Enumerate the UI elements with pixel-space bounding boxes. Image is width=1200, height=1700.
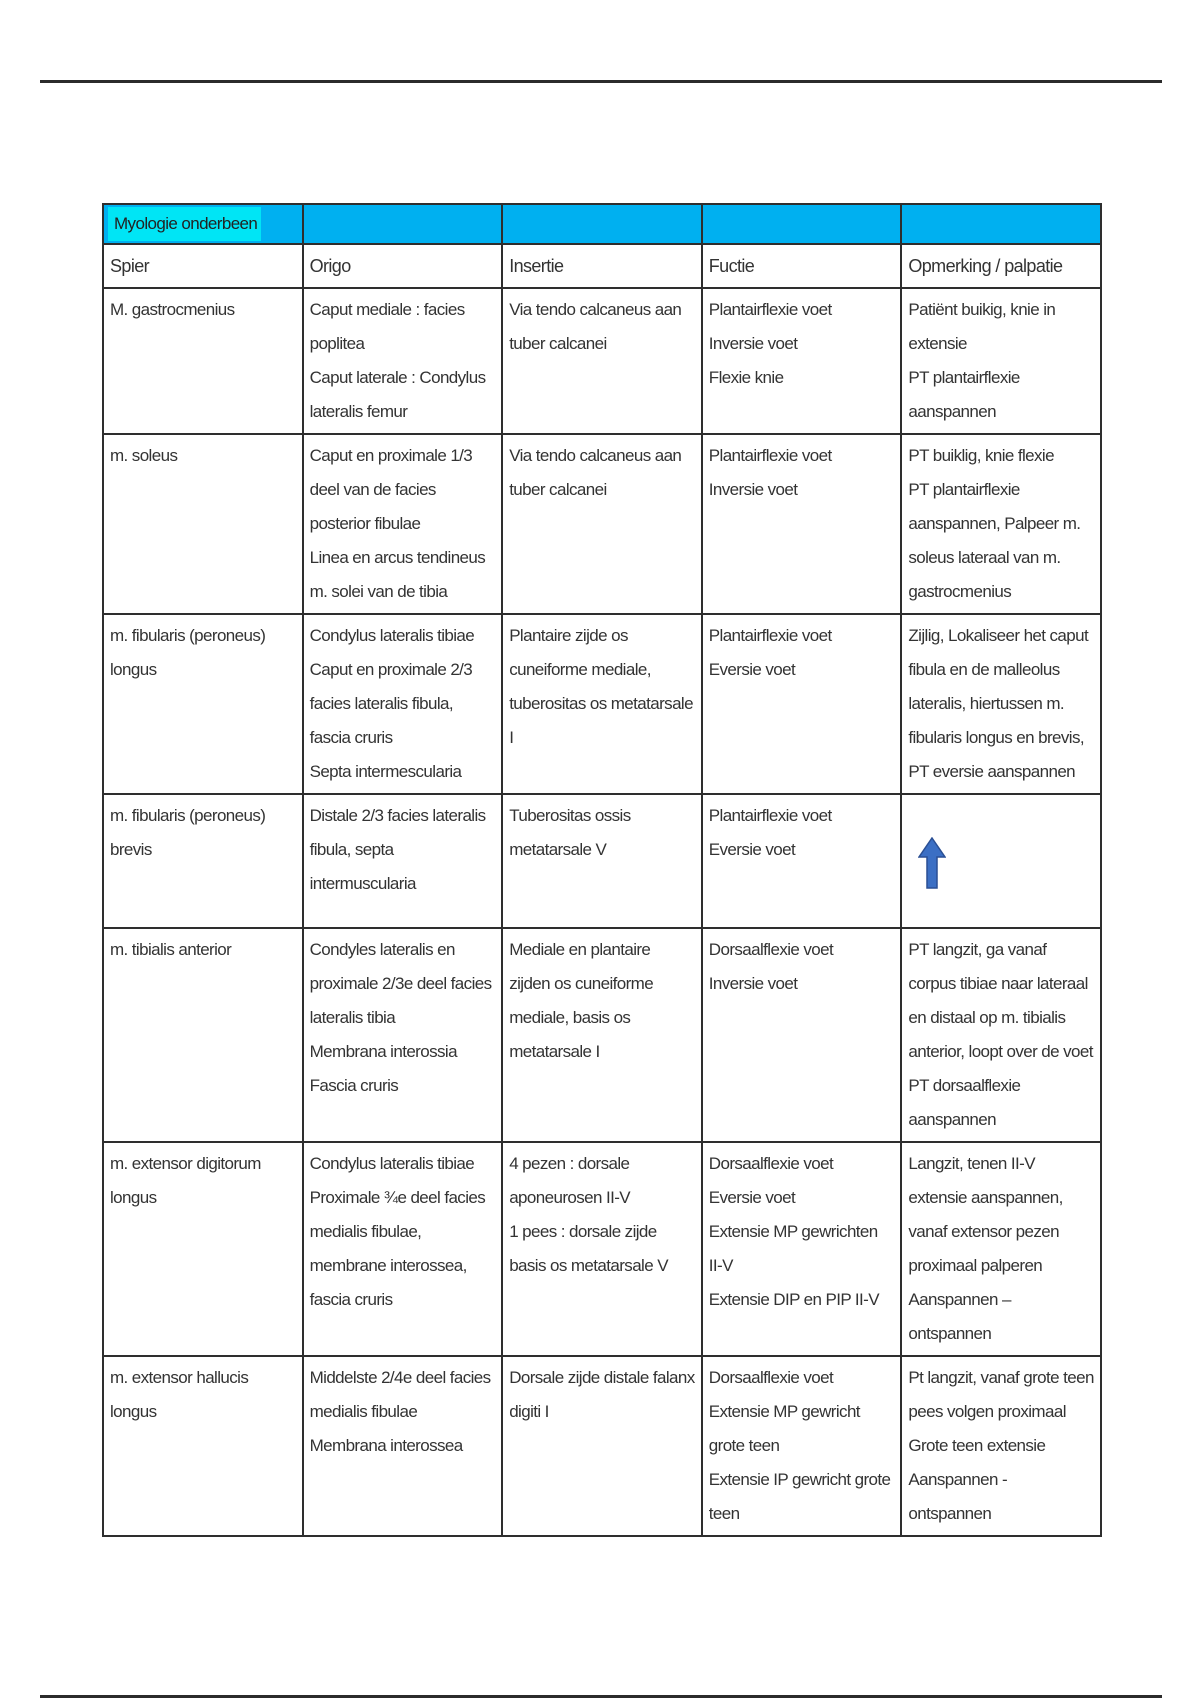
cell-functie: Dorsaalflexie voet Extensie MP gewricht grote teen Extensie IP gewricht grote teen (702, 1356, 902, 1536)
cell-origo: Condylus lateralis tibiae Caput en proximale 2/3 facies lateralis fibula, fascia cruris Septa intermescularia (303, 614, 503, 794)
top-rule (40, 80, 1162, 83)
arrow-up-icon-shape (919, 838, 945, 888)
cell-insertie: Dorsale zijde distale falanx digiti I (502, 1356, 702, 1536)
banner-cell (502, 204, 702, 244)
cell-functie: Plantairflexie voet Eversie voet (702, 614, 902, 794)
header-spier: Spier (103, 244, 303, 288)
cell-spier: m. extensor digitorum longus (103, 1142, 303, 1356)
cell-opmerking: Pt langzit, vanaf grote teen pees volgen proximaal Grote teen extensie Aanspannen - ontspannen (901, 1356, 1101, 1536)
arrow-up-icon (918, 837, 946, 889)
myologie-table-container (102, 203, 1100, 1537)
cell-origo: Caput en proximale 1/3 deel van de facies posterior fibulae Linea en arcus tendineus m. solei van de tibia (303, 434, 503, 614)
cell-spier: m. soleus (103, 434, 303, 614)
table-banner-row (103, 204, 1101, 244)
cell-opmerking: PT buiklig, knie flexie PT plantairflexie aanspannen, Palpeer m. soleus lateraal van m. gastrocmenius (901, 434, 1101, 614)
cell-insertie: Mediale en plantaire zijden os cuneiforme mediale, basis os metatarsale I (502, 928, 702, 1142)
header-insertie: Insertie (502, 244, 702, 288)
table-row (103, 614, 1101, 794)
cell-opmerking: PT langzit, ga vanaf corpus tibiae naar lateraal en distaal op m. tibialis anterior, loopt over de voet PT dorsaalflexie aanspannen (901, 928, 1101, 1142)
table-header-row (103, 244, 1101, 288)
cell-spier: m. fibularis (peroneus) brevis (103, 794, 303, 928)
cell-insertie: Tuberositas ossis metatarsale V (502, 794, 702, 928)
cell-functie: Dorsaalflexie voet Inversie voet (702, 928, 902, 1142)
header-functie: Fuctie (702, 244, 902, 288)
cell-functie: Plantairflexie voet Eversie voet (702, 794, 902, 928)
cell-insertie: 4 pezen : dorsale aponeurosen II-V 1 pees : dorsale zijde basis os metatarsale V (502, 1142, 702, 1356)
cell-origo: Condyles lateralis en proximale 2/3e deel facies lateralis tibia Membrana interossia Fascia cruris (303, 928, 503, 1142)
cell-functie: Dorsaalflexie voet Eversie voet Extensie MP gewrichten II-V Extensie DIP en PIP II-V (702, 1142, 902, 1356)
header-opmerking: Opmerking / palpatie (901, 244, 1101, 288)
cell-opmerking: Zijlig, Lokaliseer het caput fibula en de malleolus lateralis, hiertussen m. fibularis longus en brevis, PT eversie aanspannen (901, 614, 1101, 794)
table-row (103, 794, 1101, 928)
header-origo: Origo (303, 244, 503, 288)
banner-cell (103, 204, 303, 244)
cell-spier: M. gastrocmenius (103, 288, 303, 434)
table-row (103, 1356, 1101, 1536)
table-row (103, 928, 1101, 1142)
banner-cell (901, 204, 1101, 244)
banner-cell (303, 204, 503, 244)
table-row (103, 1142, 1101, 1356)
cell-insertie: Plantaire zijde os cuneiforme mediale, tuberositas os metatarsale I (502, 614, 702, 794)
cell-origo: Distale 2/3 facies lateralis fibula, septa intermuscularia (303, 794, 503, 928)
cell-opmerking (901, 794, 1101, 928)
cell-insertie: Via tendo calcaneus aan tuber calcanei (502, 434, 702, 614)
bottom-rule (40, 1695, 1162, 1698)
cell-spier: m. tibialis anterior (103, 928, 303, 1142)
cell-opmerking: Patiënt buikig, knie in extensie PT plantairflexie aanspannen (901, 288, 1101, 434)
cell-origo: Caput mediale : facies poplitea Caput laterale : Condylus lateralis femur (303, 288, 503, 434)
cell-origo: Condylus lateralis tibiae Proximale ¾e deel facies medialis fibulae, membrane interossea, fascia cruris (303, 1142, 503, 1356)
cell-opmerking: Langzit, tenen II-V extensie aanspannen, vanaf extensor pezen proximaal palperen Aanspannen – ontspannen (901, 1142, 1101, 1356)
table-row (103, 434, 1101, 614)
table-title: Myologie onderbeen (108, 207, 261, 241)
banner-cell (702, 204, 902, 244)
cell-spier: m. fibularis (peroneus) longus (103, 614, 303, 794)
table-row (103, 288, 1101, 434)
myologie-table (102, 203, 1102, 1537)
cell-spier: m. extensor hallucis longus (103, 1356, 303, 1536)
cell-functie: Plantairflexie voet Inversie voet Flexie knie (702, 288, 902, 434)
cell-insertie: Via tendo calcaneus aan tuber calcanei (502, 288, 702, 434)
cell-functie: Plantairflexie voet Inversie voet (702, 434, 902, 614)
cell-origo: Middelste 2/4e deel facies medialis fibulae Membrana interossea (303, 1356, 503, 1536)
